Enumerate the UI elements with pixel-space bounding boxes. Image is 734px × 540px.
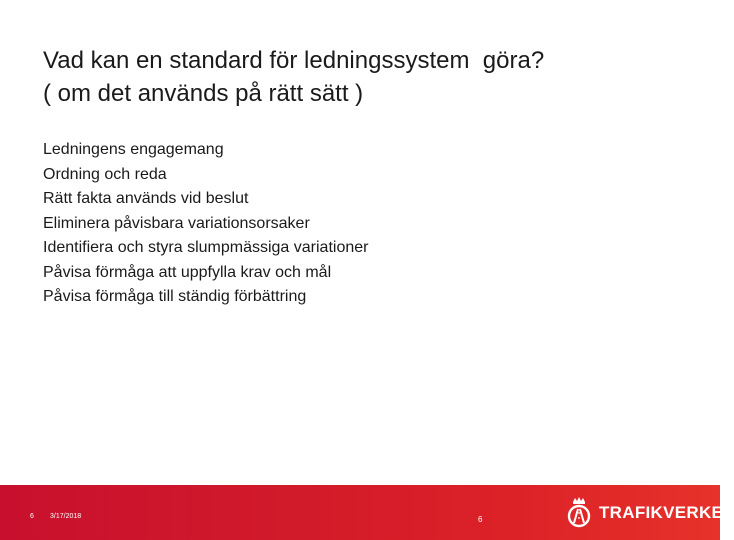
slide-title-line-1: Vad kan en standard för ledningssystem göra? [43, 47, 545, 74]
list-item: Ledningens engagemang [43, 141, 224, 158]
trafikverket-logo [565, 495, 734, 531]
list-item: Ordning och reda [43, 165, 167, 183]
trafikverket-emblem-icon [565, 496, 593, 530]
slide-title [43, 44, 683, 110]
slide-title-line-2: ( om det används på rätt sätt ) [43, 80, 364, 107]
footer-bar [0, 485, 734, 540]
footer-slide-number: 6 [30, 513, 34, 520]
footer-date: 3/17/2018 [50, 513, 82, 520]
list-item: Påvisa förmåga att uppfylla krav och mål [43, 263, 332, 281]
list-item: Påvisa förmåga till ständig förbättring [43, 288, 307, 305]
bullet-list [43, 138, 368, 310]
list-item: Rätt fakta används vid beslut [43, 190, 249, 207]
list-item: Identifiera och styra slumpmässiga variationer [43, 239, 369, 256]
list-item: Eliminera påvisbara variationsorsaker [43, 214, 310, 232]
brand-name: TRAFIKVERKET [599, 503, 734, 522]
footer-page-number: 6 [478, 515, 483, 524]
